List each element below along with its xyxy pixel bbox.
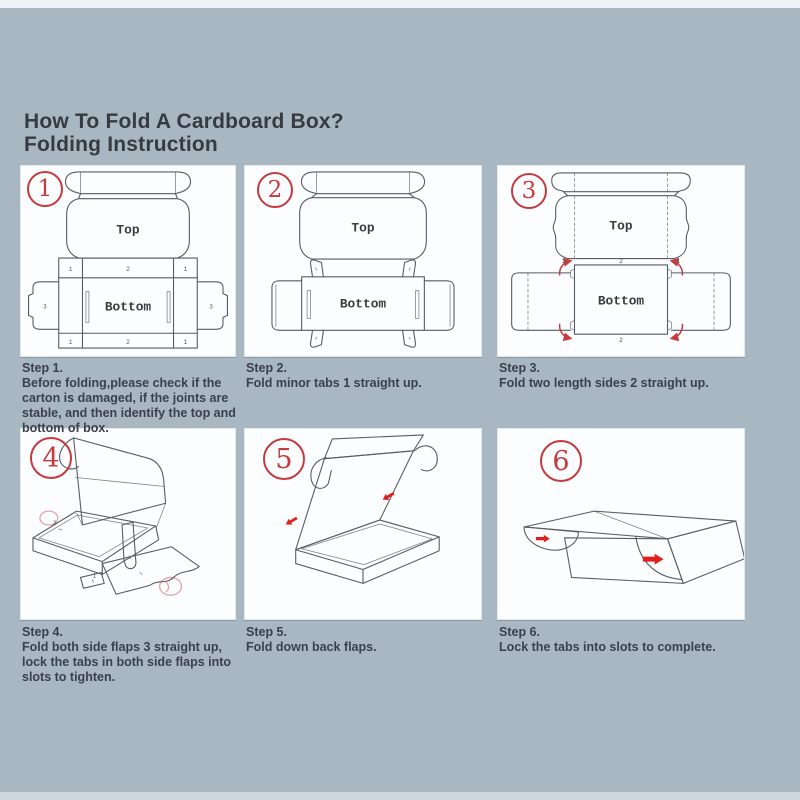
bottom-panel-label: Bottom — [339, 296, 387, 312]
step-2-number-badge — [257, 172, 293, 208]
minor-tab-label: 1 — [68, 265, 73, 273]
step-description: Fold both side flaps 3 straight up, lock the tabs in both side flaps into slots to tighten. — [22, 640, 232, 684]
step-1-number-badge — [27, 171, 63, 207]
step-number: 6 — [552, 445, 570, 477]
step-description: Fold two length sides 2 straight up. — [499, 376, 709, 390]
page-title — [24, 110, 344, 156]
length-side-label: 2 — [619, 257, 623, 265]
step-6-panel — [497, 428, 745, 620]
step-label: Step 3. — [499, 361, 540, 375]
step-description: Lock the tabs into slots to complete. — [499, 640, 716, 654]
step-number: 3 — [521, 178, 537, 204]
step-label: Step 2. — [246, 361, 287, 375]
step-5-caption — [246, 625, 486, 655]
title-line-1: How To Fold A Cardboard Box? — [24, 110, 344, 133]
fold-down-arrows — [284, 490, 396, 527]
step-6-caption — [499, 625, 749, 655]
step-label: Step 4. — [22, 625, 63, 639]
minor-tab-label: 1 — [183, 339, 188, 347]
step-3-panel — [497, 165, 745, 357]
step-5-panel — [244, 428, 482, 620]
step-label: Step 5. — [246, 625, 287, 639]
step-2-panel — [244, 165, 482, 357]
length-side-label: 2 — [619, 337, 623, 345]
step-number: 1 — [37, 176, 53, 202]
step-number: 5 — [275, 443, 293, 475]
step-number: 2 — [267, 177, 283, 203]
step-5-number-badge — [263, 438, 305, 480]
die-cut-outline — [272, 172, 454, 347]
box-diagram-closed — [498, 429, 744, 619]
top-panel-label: Top — [351, 220, 375, 236]
step-label: Step 1. — [22, 361, 63, 375]
step-description: Fold minor tabs 1 straight up. — [246, 376, 422, 390]
step-4-caption — [22, 625, 246, 685]
length-side-label: 2 — [126, 339, 130, 347]
top-panel-label: Top — [116, 222, 140, 238]
top-border-strip — [0, 0, 800, 8]
side-flap-label: 3 — [209, 303, 213, 311]
minor-tab-label: 1 — [561, 257, 566, 265]
minor-tab-label: 1 — [676, 257, 681, 265]
top-panel-label: Top — [609, 218, 633, 234]
minor-tab-label: 1 — [68, 339, 73, 347]
step-description: Fold down back flaps. — [246, 640, 377, 654]
step-4-number-badge — [30, 437, 72, 479]
step-1-panel — [20, 165, 236, 357]
side-flap-label: 3 — [52, 519, 57, 527]
box-3d-sketch — [524, 511, 744, 583]
bottom-panel-label: Bottom — [104, 299, 152, 315]
step-3-number-badge — [511, 173, 547, 209]
step-4-panel — [20, 428, 236, 620]
step-number: 4 — [42, 442, 60, 474]
title-line-2: Folding Instruction — [24, 133, 218, 156]
bottom-panel-label: Bottom — [597, 293, 645, 309]
minor-tab-label: 1 — [92, 572, 97, 580]
length-side-label: 2 — [126, 265, 130, 273]
box-3d-sketch — [296, 435, 439, 583]
step-2-caption — [246, 361, 484, 391]
step-description: Before folding,please check if the carton is damaged, if the joints are stable, and then identify the top and bottom of box. — [22, 376, 236, 435]
step-6-number-badge — [540, 440, 582, 482]
step-3-caption — [499, 361, 749, 391]
side-flap-label: 3 — [43, 303, 47, 311]
minor-tab-label: 1 — [183, 265, 188, 273]
step-label: Step 6. — [499, 625, 540, 639]
step-1-caption — [22, 361, 246, 436]
bottom-border-strip — [0, 792, 800, 800]
